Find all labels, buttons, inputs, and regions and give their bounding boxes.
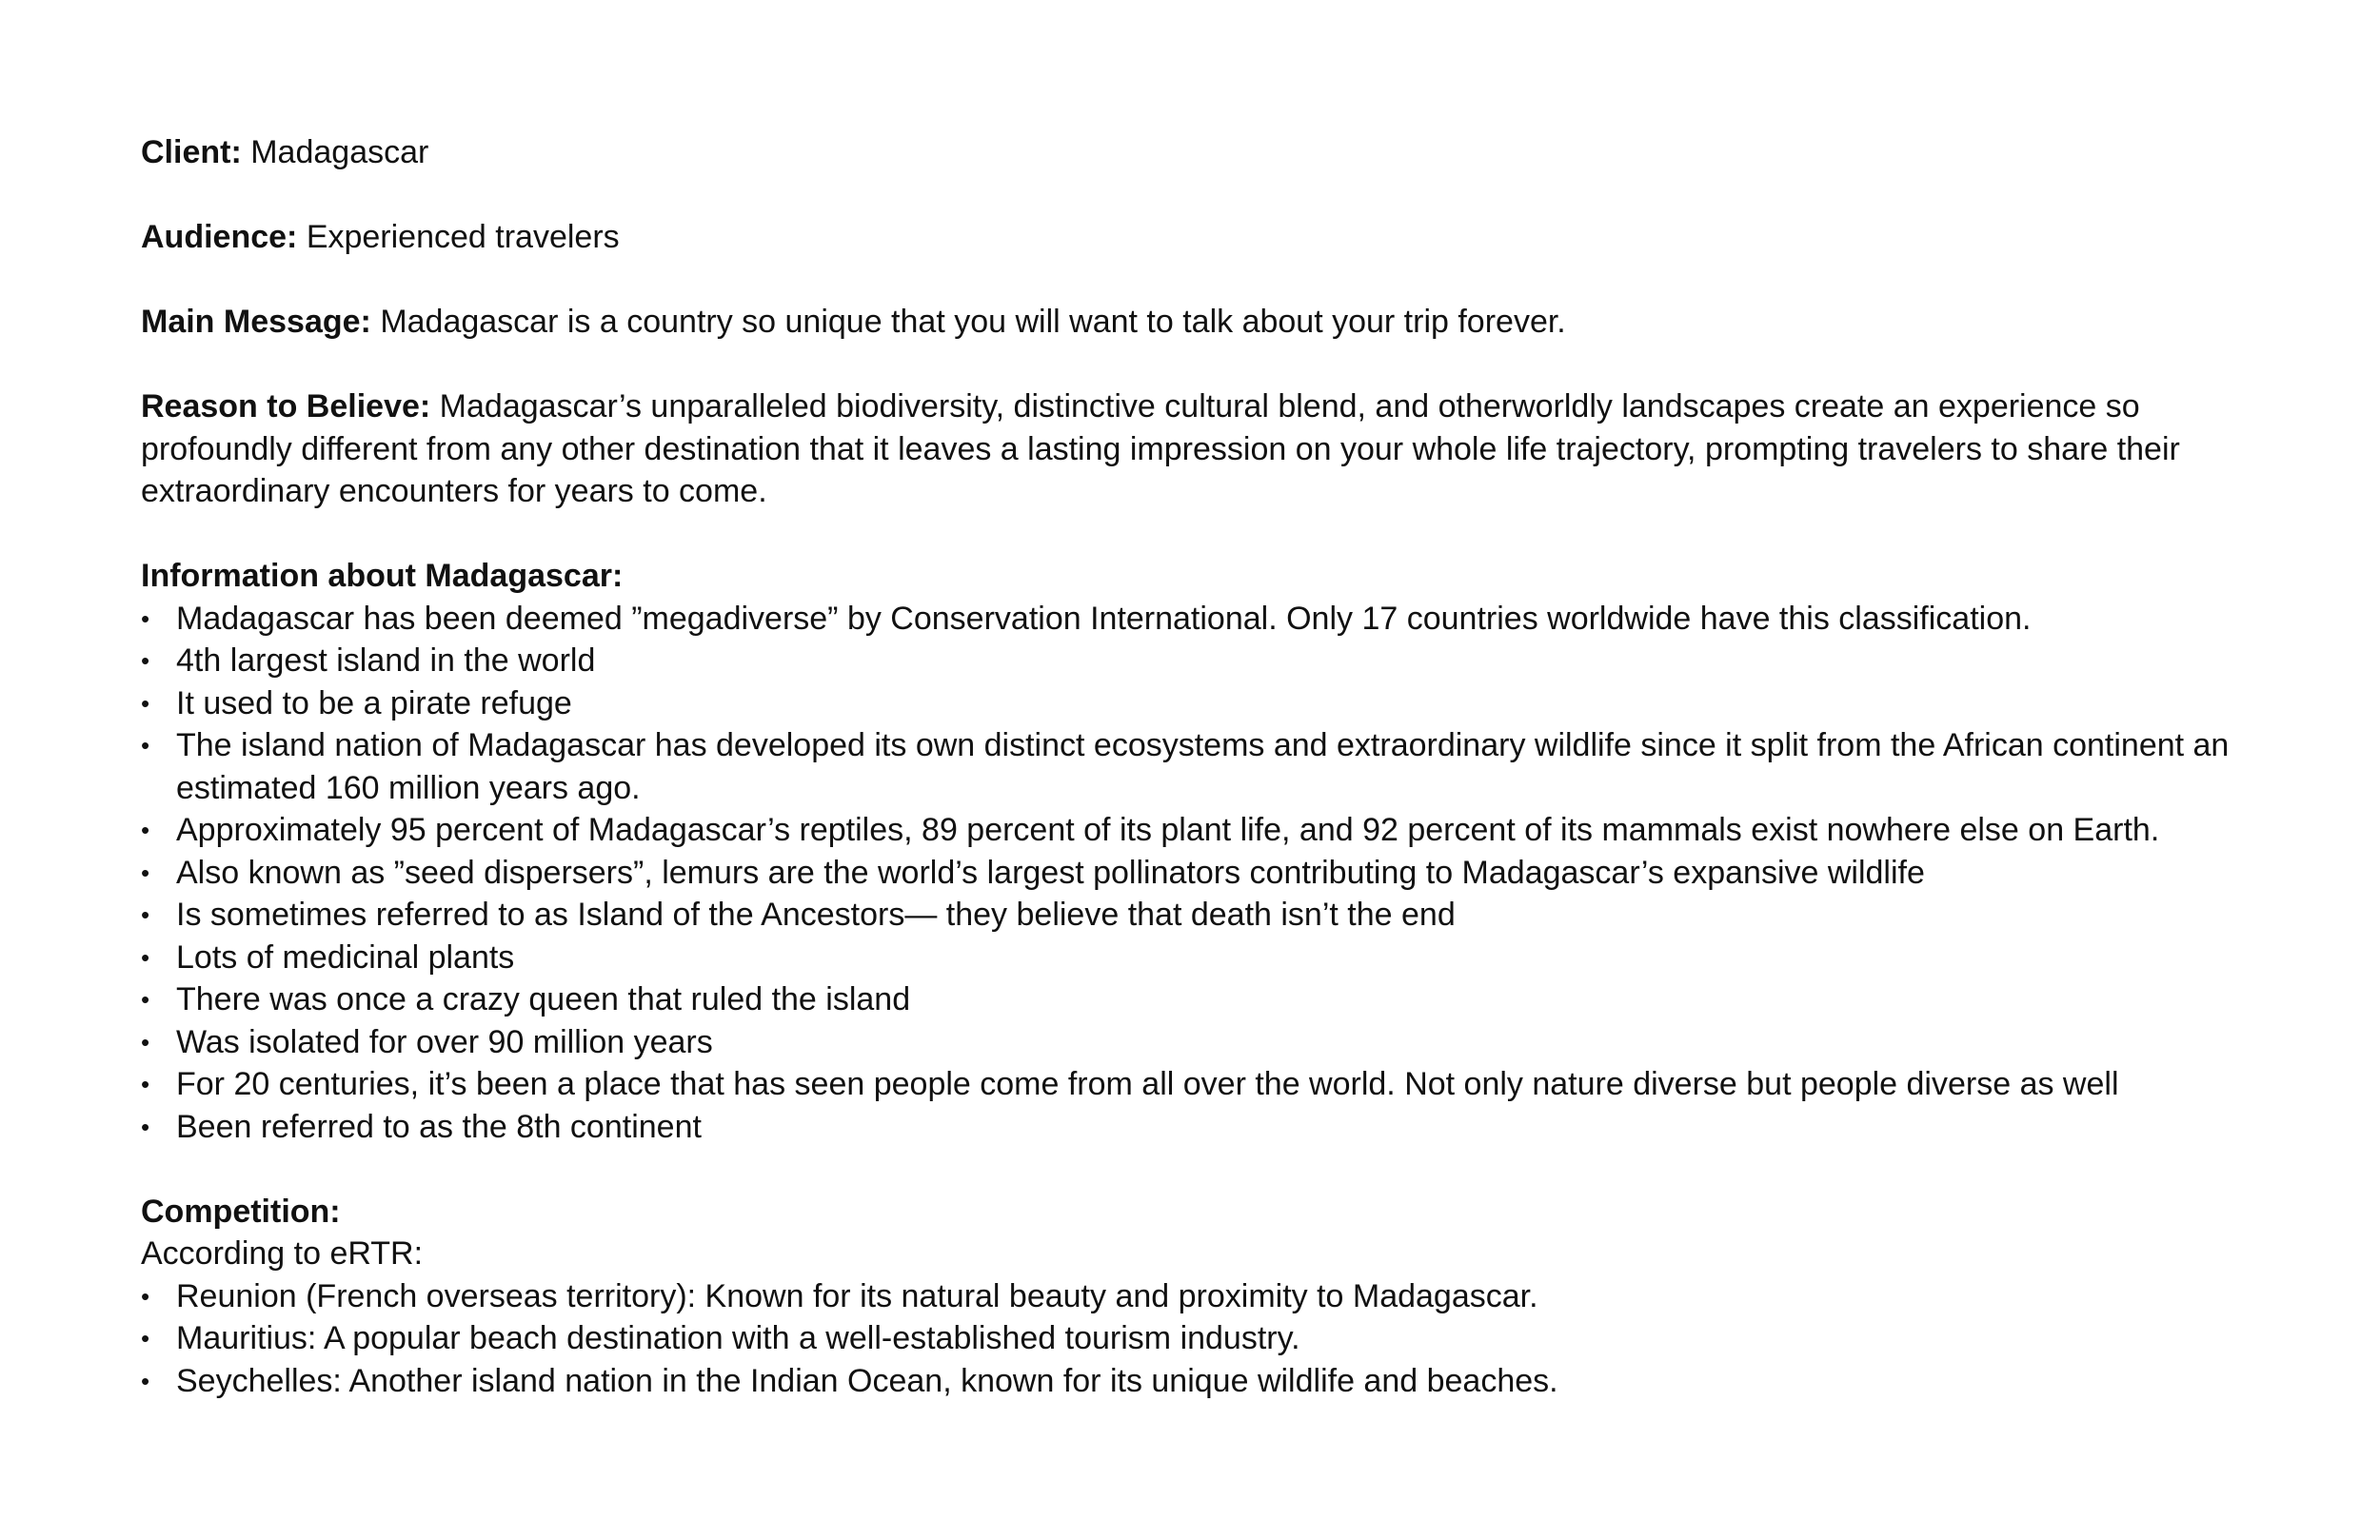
competition-list: [141, 1275, 2273, 1403]
bullet-icon: •: [141, 942, 150, 972]
list-item-text: There was once a crazy queen that ruled the island: [176, 981, 911, 1017]
reason-to-believe-paragraph: [141, 385, 2273, 513]
list-item-text: Reunion (French overseas territory): Known for its natural beauty and proximity to Madagascar.: [176, 1277, 1538, 1314]
list-item: [141, 894, 2273, 937]
bullet-icon: •: [141, 816, 150, 844]
main-message-value: Madagascar is a country so unique that you will want to talk about your trip forever.: [380, 304, 1566, 340]
list-item-text: For 20 centuries, it’s been a place that has seen people come from all over the world. Not only nature diverse but people diverse as well: [176, 1066, 2119, 1102]
list-item-text: It used to be a pirate refuge: [176, 684, 572, 721]
bullet-icon: •: [141, 603, 150, 633]
list-item-text: Approximately 95 percent of Madagascar’s reptiles, 89 percent of its plant life, and 92 percent of its mammals exist nowhere else on Earth.: [176, 812, 2160, 848]
bullet-icon: •: [141, 731, 150, 760]
list-item-text: Seychelles: Another island nation in the Indian Ocean, known for its unique wildlife and beaches.: [176, 1362, 1558, 1399]
bullet-icon: •: [141, 1112, 150, 1141]
bullet-icon: •: [141, 1070, 150, 1098]
bullet-icon: •: [141, 1027, 150, 1056]
list-item: [141, 1275, 2273, 1318]
list-item-text: Been referred to as the 8th continent: [176, 1108, 702, 1145]
audience-line: [141, 216, 2273, 259]
bullet-icon: •: [141, 858, 150, 887]
list-item: [141, 1317, 2273, 1360]
reason-to-believe-value: Madagascar’s unparalleled biodiversity, distinctive cultural blend, and otherworldly landscapes create an experience so profoundly different from any other destination that it leaves a lasting impression on your whole life trajectory, prompting travelers to share their extraordinary encounters for years to come.: [141, 388, 2180, 509]
list-item-text: 4th largest island in the world: [176, 642, 596, 679]
competition-intro: According to eRTR:: [141, 1235, 424, 1272]
reason-to-believe-label: Reason to Believe:: [141, 388, 431, 424]
list-item: [141, 978, 2273, 1021]
main-message-line: [141, 301, 2273, 344]
information-section: [141, 555, 2273, 1148]
audience-label: Audience:: [141, 219, 298, 255]
list-item: [141, 724, 2273, 809]
client-label: Client:: [141, 134, 242, 170]
list-item: [141, 598, 2273, 641]
information-list: [141, 598, 2273, 1149]
bullet-icon: •: [141, 1281, 150, 1311]
bullet-icon: •: [141, 1324, 150, 1352]
bullet-icon: •: [141, 1366, 150, 1395]
bullet-icon: •: [141, 985, 150, 1014]
client-line: [141, 131, 2273, 174]
audience-value: Experienced travelers: [306, 219, 620, 255]
list-item: [141, 1360, 2273, 1403]
list-item-text: Lots of medicinal plants: [176, 938, 515, 976]
list-item: [141, 1063, 2273, 1106]
list-item: [141, 852, 2273, 895]
competition-section: [141, 1191, 2273, 1403]
list-item-text: Is sometimes referred to as Island of the Ancestors— they believe that death isn’t the end: [176, 897, 1456, 933]
list-item: [141, 1106, 2273, 1149]
bullet-icon: •: [141, 688, 150, 718]
list-item: [141, 809, 2273, 852]
information-heading: Information about Madagascar:: [141, 558, 624, 594]
list-item-text: Also known as ”seed dispersers”, lemurs are the world’s largest pollinators contributing to Madagascar’s expansive wildlife: [176, 854, 1925, 891]
bullet-icon: •: [141, 646, 150, 675]
list-item: [141, 1021, 2273, 1064]
main-message-label: Main Message:: [141, 304, 371, 340]
list-item-text: Mauritius: A popular beach destination with a well-established tourism industry.: [176, 1320, 1300, 1356]
list-item: [141, 682, 2273, 725]
list-item: [141, 640, 2273, 682]
bullet-icon: •: [141, 900, 150, 929]
list-item: [141, 937, 2273, 979]
brief-document: [141, 131, 2273, 1445]
list-item-text: Madagascar has been deemed ”megadiverse” by Conservation International. Only 17 countries worldwide have this classification.: [176, 600, 2032, 637]
client-value: Madagascar: [250, 134, 429, 170]
list-item-text: Was isolated for over 90 million years: [176, 1023, 713, 1060]
competition-heading: Competition:: [141, 1193, 341, 1230]
list-item-text: The island nation of Madagascar has developed its own distinct ecosystems and extraordinary wildlife since it split from the African continent an estimated 160 million years ago.: [176, 727, 2230, 806]
